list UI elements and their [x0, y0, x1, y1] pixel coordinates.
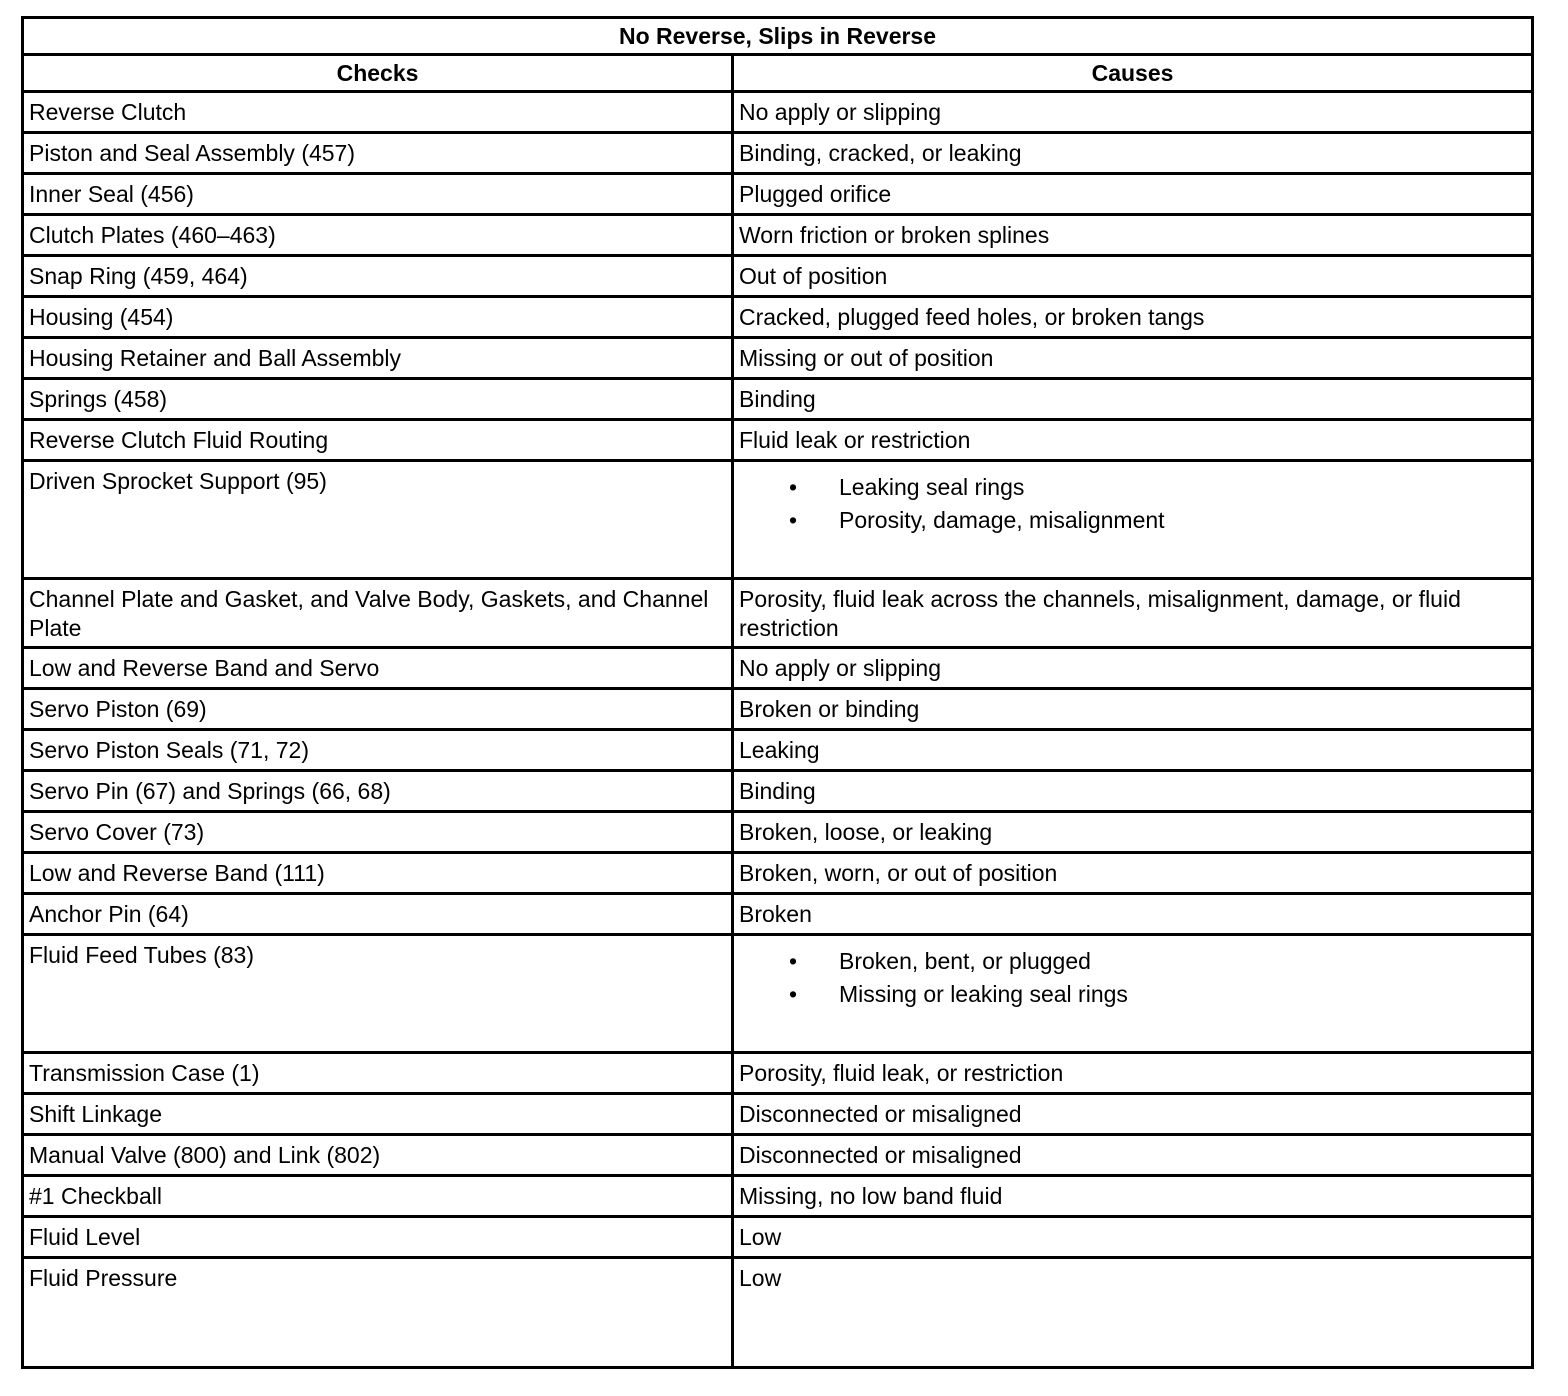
cause-cell: Missing, no low band fluid: [733, 1176, 1533, 1217]
check-cell: Transmission Case (1): [23, 1053, 733, 1094]
table-row: [23, 297, 1533, 338]
check-cell: Channel Plate and Gasket, and Valve Body, Gaskets, and Channel Plate: [23, 579, 733, 648]
table-row: [23, 92, 1533, 133]
cause-cell: Disconnected or misaligned: [733, 1094, 1533, 1135]
check-cell: #1 Checkball: [23, 1176, 733, 1217]
check-cell: Piston and Seal Assembly (457): [23, 133, 733, 174]
check-cell: Clutch Plates (460–463): [23, 215, 733, 256]
check-cell: Reverse Clutch Fluid Routing: [23, 420, 733, 461]
table-title-row: [23, 18, 1533, 55]
check-cell: Fluid Feed Tubes (83): [23, 935, 733, 1053]
cause-cell: Cracked, plugged feed holes, or broken tangs: [733, 297, 1533, 338]
check-cell: Fluid Level: [23, 1217, 733, 1258]
check-cell: Fluid Pressure: [23, 1258, 733, 1368]
check-cell: Servo Pin (67) and Springs (66, 68): [23, 771, 733, 812]
check-cell: Servo Cover (73): [23, 812, 733, 853]
table-row: [23, 771, 1533, 812]
header-checks: Checks: [23, 55, 733, 92]
diagnostic-table: [21, 16, 1534, 1369]
cause-cell: Broken or binding: [733, 689, 1533, 730]
cause-cell: Broken, worn, or out of position: [733, 853, 1533, 894]
check-cell: Housing Retainer and Ball Assembly: [23, 338, 733, 379]
cause-cell: Broken, loose, or leaking: [733, 812, 1533, 853]
cause-cell: Disconnected or misaligned: [733, 1135, 1533, 1176]
cause-cell: Plugged orifice: [733, 174, 1533, 215]
check-cell: Inner Seal (456): [23, 174, 733, 215]
cause-cell: Low: [733, 1217, 1533, 1258]
table-row: [23, 648, 1533, 689]
cause-list-item: • Porosity, damage, misalignment: [739, 504, 1526, 537]
check-cell: Manual Valve (800) and Link (802): [23, 1135, 733, 1176]
check-cell: Snap Ring (459, 464): [23, 256, 733, 297]
cause-cell: Porosity, fluid leak across the channels, misalignment, damage, or fluid restriction: [733, 579, 1533, 648]
cause-cell: Porosity, fluid leak, or restriction: [733, 1053, 1533, 1094]
cause-cell: Binding, cracked, or leaking: [733, 133, 1533, 174]
cause-cell: [733, 461, 1533, 579]
check-cell: Servo Piston (69): [23, 689, 733, 730]
check-cell: Anchor Pin (64): [23, 894, 733, 935]
table-row: [23, 1217, 1533, 1258]
check-cell: Driven Sprocket Support (95): [23, 461, 733, 579]
table-title: No Reverse, Slips in Reverse: [23, 18, 1533, 55]
cause-cell: Binding: [733, 771, 1533, 812]
cause-list-item: • Leaking seal rings: [739, 471, 1526, 504]
table-row: [23, 338, 1533, 379]
cause-cell: Out of position: [733, 256, 1533, 297]
table-row: [23, 689, 1533, 730]
cause-cell: Missing or out of position: [733, 338, 1533, 379]
table-row: [23, 174, 1533, 215]
cause-cell: Low: [733, 1258, 1533, 1368]
cause-cell: Binding: [733, 379, 1533, 420]
check-cell: Reverse Clutch: [23, 92, 733, 133]
cause-cell: Leaking: [733, 730, 1533, 771]
table-row: [23, 812, 1533, 853]
table-row: [23, 1053, 1533, 1094]
cause-list-item: • Missing or leaking seal rings: [739, 978, 1526, 1011]
table-row: [23, 461, 1533, 579]
cause-cell: No apply or slipping: [733, 92, 1533, 133]
check-cell: Springs (458): [23, 379, 733, 420]
check-cell: Low and Reverse Band (111): [23, 853, 733, 894]
table-header-row: [23, 55, 1533, 92]
check-cell: Servo Piston Seals (71, 72): [23, 730, 733, 771]
cause-list-item: • Broken, bent, or plugged: [739, 945, 1526, 978]
table-row: [23, 1135, 1533, 1176]
header-causes: Causes: [733, 55, 1533, 92]
table-row: [23, 579, 1533, 648]
check-cell: Low and Reverse Band and Servo: [23, 648, 733, 689]
table-row: [23, 133, 1533, 174]
table-row: [23, 379, 1533, 420]
cause-cell: [733, 935, 1533, 1053]
check-cell: Shift Linkage: [23, 1094, 733, 1135]
table-row: [23, 894, 1533, 935]
cause-cell: Worn friction or broken splines: [733, 215, 1533, 256]
table-row: [23, 215, 1533, 256]
cause-list: [739, 945, 1526, 1011]
table-row: [23, 935, 1533, 1053]
cause-cell: Fluid leak or restriction: [733, 420, 1533, 461]
table-row: [23, 1176, 1533, 1217]
table-row: [23, 256, 1533, 297]
cause-list: [739, 471, 1526, 537]
table-row: [23, 1094, 1533, 1135]
table-row: [23, 853, 1533, 894]
table-row: [23, 420, 1533, 461]
table-row: [23, 730, 1533, 771]
table-row: [23, 1258, 1533, 1368]
check-cell: Housing (454): [23, 297, 733, 338]
cause-cell: No apply or slipping: [733, 648, 1533, 689]
cause-cell: Broken: [733, 894, 1533, 935]
